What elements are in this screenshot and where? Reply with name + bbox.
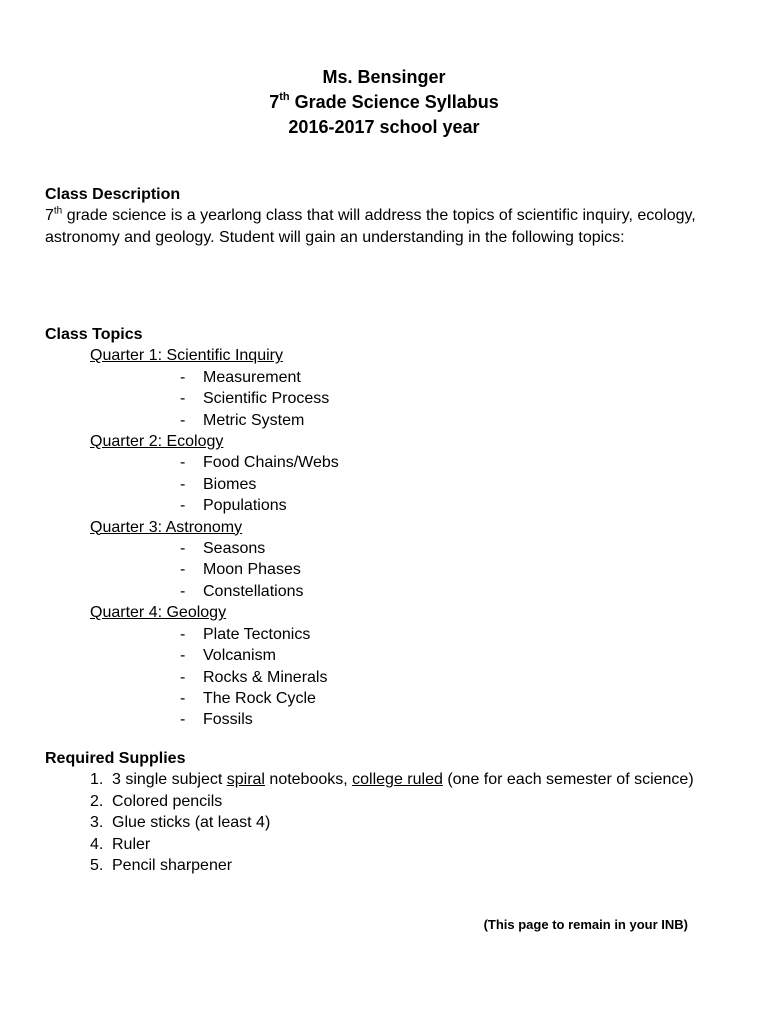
topic-label: Measurement	[203, 368, 301, 386]
bullet-dash: -	[180, 497, 186, 515]
supply-text: Colored pencils	[112, 792, 223, 810]
topic-label: Scientific Process	[203, 390, 330, 408]
supply-number: 5.	[90, 857, 104, 875]
school-year: 2016-2017 school year	[288, 117, 480, 137]
quarter-heading: Quarter 1: Scientific Inquiry	[90, 347, 283, 365]
document-header	[0, 65, 768, 140]
supply-number: 3.	[90, 814, 104, 832]
quarters-list	[45, 345, 725, 730]
topic-label: Constellations	[203, 582, 304, 600]
topic-item	[180, 388, 725, 409]
supply-text	[112, 769, 725, 790]
topic-item	[180, 645, 725, 666]
supply-text: Glue sticks (at least 4)	[112, 814, 271, 832]
supply-number: 4.	[90, 835, 104, 853]
college-ruled-underlined: college ruled	[352, 771, 443, 789]
supply-item	[90, 855, 725, 876]
bullet-dash: -	[180, 561, 186, 579]
topic-item	[180, 452, 725, 473]
topic-item	[180, 495, 725, 516]
quarter-heading: Quarter 4: Geology	[90, 604, 227, 622]
quarter-heading: Quarter 2: Ecology	[90, 433, 224, 451]
topic-item	[180, 581, 725, 602]
supply-number: 2.	[90, 792, 104, 810]
topic-label: Biomes	[203, 475, 257, 493]
bullet-dash: -	[180, 668, 186, 686]
bullet-dash: -	[180, 368, 186, 386]
footer-note: (This page to remain in your INB)	[483, 917, 688, 932]
topic-label: Food Chains/Webs	[203, 454, 339, 472]
description-body: grade science is a yearlong class that will address the topics of scientific inquiry, ecology, astronomy and geology. Student will gain an understanding in the following topics:	[45, 207, 696, 246]
description-grade-suffix: th	[53, 206, 63, 218]
topic-label: Seasons	[203, 540, 266, 558]
supply-text-part: notebooks,	[264, 771, 353, 789]
topic-label: Plate Tectonics	[203, 625, 311, 643]
course-grade: 7	[269, 92, 280, 112]
course-title	[0, 90, 768, 115]
class-topics-section	[45, 324, 725, 731]
topic-item	[180, 410, 725, 431]
supply-item	[90, 834, 725, 855]
topic-item	[180, 624, 725, 645]
class-description-title: Class Description	[45, 186, 181, 203]
quarter-heading: Quarter 3: Astronomy	[90, 518, 243, 536]
course-name: Grade Science Syllabus	[289, 92, 499, 112]
required-supplies-section	[45, 748, 725, 876]
bullet-dash: -	[180, 411, 186, 429]
bullet-dash: -	[180, 540, 186, 558]
topic-item	[180, 367, 725, 388]
supply-number: 1.	[90, 771, 104, 789]
supplies-list	[45, 791, 725, 877]
topic-label: Rocks & Minerals	[203, 668, 328, 686]
class-description-text	[45, 205, 725, 248]
spiral-underlined: spiral	[226, 771, 265, 789]
teacher-name: Ms. Bensinger	[322, 67, 446, 87]
class-description-section	[45, 184, 725, 248]
topic-label: Populations	[203, 497, 287, 515]
topic-item	[180, 474, 725, 495]
bullet-dash: -	[180, 647, 186, 665]
bullet-dash: -	[180, 582, 186, 600]
bullet-dash: -	[180, 390, 186, 408]
topic-label: The Rock Cycle	[203, 689, 316, 707]
topic-item	[180, 538, 725, 559]
topic-label: Metric System	[203, 411, 305, 429]
supply-item	[90, 791, 725, 812]
bullet-dash: -	[180, 711, 186, 729]
supply-item	[90, 769, 725, 790]
bullet-dash: -	[180, 454, 186, 472]
topic-item	[180, 667, 725, 688]
class-topics-title: Class Topics	[45, 326, 143, 343]
supply-item	[90, 812, 725, 833]
topic-item	[180, 688, 725, 709]
topic-label: Fossils	[203, 711, 253, 729]
bullet-dash: -	[180, 689, 186, 707]
supply-text: Pencil sharpener	[112, 857, 233, 875]
supply-text-part: 3 single subject	[112, 771, 227, 789]
topic-item	[180, 709, 725, 730]
topic-label: Moon Phases	[203, 561, 301, 579]
topic-item	[180, 559, 725, 580]
bullet-dash: -	[180, 625, 186, 643]
topic-label: Volcanism	[203, 647, 276, 665]
supply-text-part: (one for each semester of science)	[442, 771, 694, 789]
required-supplies-title: Required Supplies	[45, 750, 186, 767]
supply-text: Ruler	[112, 835, 151, 853]
bullet-dash: -	[180, 475, 186, 493]
course-grade-suffix: th	[279, 91, 290, 103]
description-grade: 7	[45, 207, 54, 225]
